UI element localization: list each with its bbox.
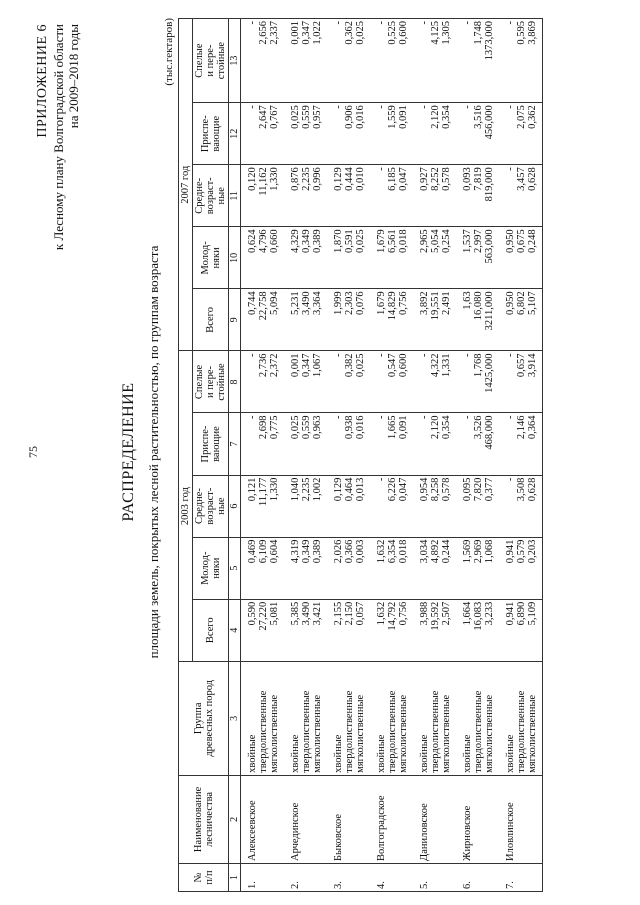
- header-year-2007: 2007 год: [179, 19, 193, 351]
- value-cell-c13: - 0,362 0,025: [327, 19, 370, 103]
- value-cell-c10: 1,870 0,591 0,025: [327, 227, 370, 289]
- column-number: 2: [229, 775, 241, 863]
- value-cell-c4: 2,155 2,150 0,057: [327, 599, 370, 661]
- row-number: 3.: [327, 863, 370, 891]
- header-total: Всего: [193, 599, 229, 661]
- value-cell-c7: - 1,665 0,091: [370, 413, 413, 475]
- value-cell-c8: - 0,382 0,025: [327, 351, 370, 413]
- value-cell-c5: 4,319 0,349 0,389: [284, 537, 327, 599]
- column-number: 10: [229, 227, 241, 289]
- column-number-row: [229, 19, 241, 892]
- value-cell-c12: 0,025 0,559 0,957: [284, 103, 327, 165]
- value-cell-c11: 0,093 7,819 819,000: [456, 165, 499, 227]
- header-year-2003: 2003 год: [179, 351, 193, 661]
- value-cell-c12: - 1,559 0,091: [370, 103, 413, 165]
- value-cell-c7: - 2,120 0,354: [413, 413, 456, 475]
- value-cell-c10: 2,965 5,054 0,254: [413, 227, 456, 289]
- value-cell-c12: - 2,647 0,767: [241, 103, 285, 165]
- column-number: 6: [229, 475, 241, 537]
- value-cell-c10: 4,329 0,349 0,389: [284, 227, 327, 289]
- value-cell-c4: 1,664 16,083 3,233: [456, 599, 499, 661]
- rotated-page: [20, 12, 620, 892]
- species-groups: хвойные твердолиственные мягколиственные: [456, 661, 499, 775]
- table-row: [327, 19, 370, 892]
- column-number: 5: [229, 537, 241, 599]
- value-cell-c11: 0,129 0,444 0,010: [327, 165, 370, 227]
- forestry-name: Даниловское: [413, 775, 456, 863]
- column-number: 3: [229, 661, 241, 775]
- header-total: Всего: [193, 289, 229, 351]
- value-cell-c11: 0,927 8,252 0,578: [413, 165, 456, 227]
- value-cell-c13: - 2,656 2,337: [241, 19, 285, 103]
- page-number: 75: [26, 446, 40, 458]
- document-heading: РАСПРЕДЕЛЕНИЕ: [120, 382, 137, 522]
- value-cell-c7: - 2,146 0,364: [499, 413, 543, 475]
- value-cell-c10: 0,950 0,675 0,248: [499, 227, 543, 289]
- value-cell-c9: 3,892 19,551 2,491: [413, 289, 456, 351]
- header-young: Молод- няки: [193, 537, 229, 599]
- row-number: 4.: [370, 863, 413, 891]
- value-cell-c12: - 3,516 456,000: [456, 103, 499, 165]
- forestry-name: Жирновское: [456, 775, 499, 863]
- value-cell-c9: 0,744 22,758 5,094: [241, 289, 285, 351]
- value-cell-c11: 0,120 11,162 1,330: [241, 165, 285, 227]
- header-ripening: Приспе- вающие: [193, 413, 229, 475]
- column-number: 12: [229, 103, 241, 165]
- value-cell-c4: 5,385 3,490 3,421: [284, 599, 327, 661]
- row-number: 6.: [456, 863, 499, 891]
- value-cell-c10: 1,679 6,561 0,018: [370, 227, 413, 289]
- value-cell-c4: 1,632 14,792 0,756: [370, 599, 413, 661]
- header-no: № п/п: [179, 863, 229, 891]
- value-cell-c11: 0,876 2,235 0,996: [284, 165, 327, 227]
- value-cell-c12: - 2,075 0,362: [499, 103, 543, 165]
- value-cell-c11: - 6,185 0,047: [370, 165, 413, 227]
- row-number: 5.: [413, 863, 456, 891]
- value-cell-c13: - 0,525 0,600: [370, 19, 413, 103]
- forestry-name: Волгоградское: [370, 775, 413, 863]
- value-cell-c13: 0,001 0,347 1,022: [284, 19, 327, 103]
- value-cell-c8: - 0,657 3,914: [499, 351, 543, 413]
- header-ripening: Приспе- вающие: [193, 103, 229, 165]
- age-distribution-table: [178, 18, 543, 892]
- value-cell-c5: 0,941 0,579 0,203: [499, 537, 543, 599]
- column-number: 4: [229, 599, 241, 661]
- table-row: [413, 19, 456, 892]
- header-group: Группа древесных пород: [179, 661, 229, 775]
- column-number: 13: [229, 19, 241, 103]
- appendix-title: ПРИЛОЖЕНИЕ 6: [35, 24, 50, 138]
- forestry-name: Иловлинское: [499, 775, 543, 863]
- value-cell-c4: 0,941 6,890 5,109: [499, 599, 543, 661]
- row-number: 7.: [499, 863, 543, 891]
- value-cell-c5: 1,569 2,969 1,068: [456, 537, 499, 599]
- value-cell-c9: 0,950 6,802 5,107: [499, 289, 543, 351]
- value-cell-c6: 0,095 7,820 0,377: [456, 475, 499, 537]
- value-cell-c8: - 4,322 1,331: [413, 351, 456, 413]
- value-cell-c8: 0,001 0,347 1,067: [284, 351, 327, 413]
- species-groups: хвойные твердолиственные мягколиственные: [499, 661, 543, 775]
- appendix-subtitle-line2: на 2009–2018 годы: [66, 24, 81, 129]
- value-cell-c5: 1,632 6,354 0,018: [370, 537, 413, 599]
- table-row: [241, 19, 285, 892]
- column-number: 11: [229, 165, 241, 227]
- table-row: [456, 19, 499, 892]
- header-young: Молод- няки: [193, 227, 229, 289]
- species-groups: хвойные твердолиственные мягколиственные: [284, 661, 327, 775]
- value-cell-c6: 1,040 2,235 1,002: [284, 475, 327, 537]
- value-cell-c6: - 3,508 0,628: [499, 475, 543, 537]
- column-number: 9: [229, 289, 241, 351]
- value-cell-c9: 1,63 16,080 3211,000: [456, 289, 499, 351]
- value-cell-c4: 0,590 27,220 5,081: [241, 599, 285, 661]
- value-cell-c8: - 1,768 1425,000: [456, 351, 499, 413]
- value-cell-c10: 0,624 4,796 0,660: [241, 227, 285, 289]
- value-cell-c5: 2,026 0,366 0,003: [327, 537, 370, 599]
- table-body: [241, 19, 543, 892]
- value-cell-c6: - 6,226 0,047: [370, 475, 413, 537]
- value-cell-c7: 0,025 0,559 0,963: [284, 413, 327, 475]
- value-cell-c8: - 0,547 0,600: [370, 351, 413, 413]
- forestry-name: Быковское: [327, 775, 370, 863]
- value-cell-c4: 3,988 19,592 2,507: [413, 599, 456, 661]
- value-cell-c9: 1,999 2,303 0,076: [327, 289, 370, 351]
- species-groups: хвойные твердолиственные мягколиственные: [327, 661, 370, 775]
- table-row: [499, 19, 543, 892]
- units-label: (тыс.гектаров): [163, 18, 175, 86]
- species-groups: хвойные твердолиственные мягколиственные: [413, 661, 456, 775]
- value-cell-c6: 0,121 11,177 1,330: [241, 475, 285, 537]
- value-cell-c6: 0,129 0,464 0,013: [327, 475, 370, 537]
- value-cell-c9: 1,679 14,829 0,756: [370, 289, 413, 351]
- species-groups: хвойные твердолиственные мягколиственные: [241, 661, 285, 775]
- appendix-header: [35, 24, 81, 250]
- header-middle: Средне- возраст- ные: [193, 475, 229, 537]
- value-cell-c5: 0,469 6,109 0,604: [241, 537, 285, 599]
- species-groups: хвойные твердолиственные мягколиственные: [370, 661, 413, 775]
- column-number: 8: [229, 351, 241, 413]
- value-cell-c7: - 0,938 0,016: [327, 413, 370, 475]
- value-cell-c13: - 0,595 3,869: [499, 19, 543, 103]
- header-mature: Спелые и пере- стойные: [193, 19, 229, 103]
- document-subheading: площади земель, покрытых лесной растительностью, по группам возраста: [146, 245, 161, 659]
- table-row: [370, 19, 413, 892]
- forestry-name: Алексеевское: [241, 775, 285, 863]
- column-number: 7: [229, 413, 241, 475]
- value-cell-c9: 5,231 3,490 3,364: [284, 289, 327, 351]
- value-cell-c8: - 2,736 2,372: [241, 351, 285, 413]
- table-row: [284, 19, 327, 892]
- row-number: 1.: [241, 863, 285, 891]
- value-cell-c13: - 1,748 1373,000: [456, 19, 499, 103]
- header-mature: Спелые и пере- стойные: [193, 351, 229, 413]
- value-cell-c6: 0,954 8,258 0,578: [413, 475, 456, 537]
- row-number: 2.: [284, 863, 327, 891]
- appendix-subtitle-line1: к Лесному плану Волгоградской области: [51, 24, 66, 251]
- forestry-name: Арчединское: [284, 775, 327, 863]
- value-cell-c10: 1,537 2,997 563,000: [456, 227, 499, 289]
- value-cell-c13: - 4,125 1,305: [413, 19, 456, 103]
- header-name: Наименование лесничества: [179, 775, 229, 863]
- value-cell-c7: - 3,526 468,000: [456, 413, 499, 475]
- value-cell-c12: - 0,906 0,016: [327, 103, 370, 165]
- value-cell-c5: 3,034 4,892 0,244: [413, 537, 456, 599]
- value-cell-c7: - 2,698 0,775: [241, 413, 285, 475]
- column-number: 1: [229, 863, 241, 891]
- value-cell-c12: - 2,120 0,354: [413, 103, 456, 165]
- value-cell-c11: - 3,457 0,628: [499, 165, 543, 227]
- header-middle: Средне- возраст- ные: [193, 165, 229, 227]
